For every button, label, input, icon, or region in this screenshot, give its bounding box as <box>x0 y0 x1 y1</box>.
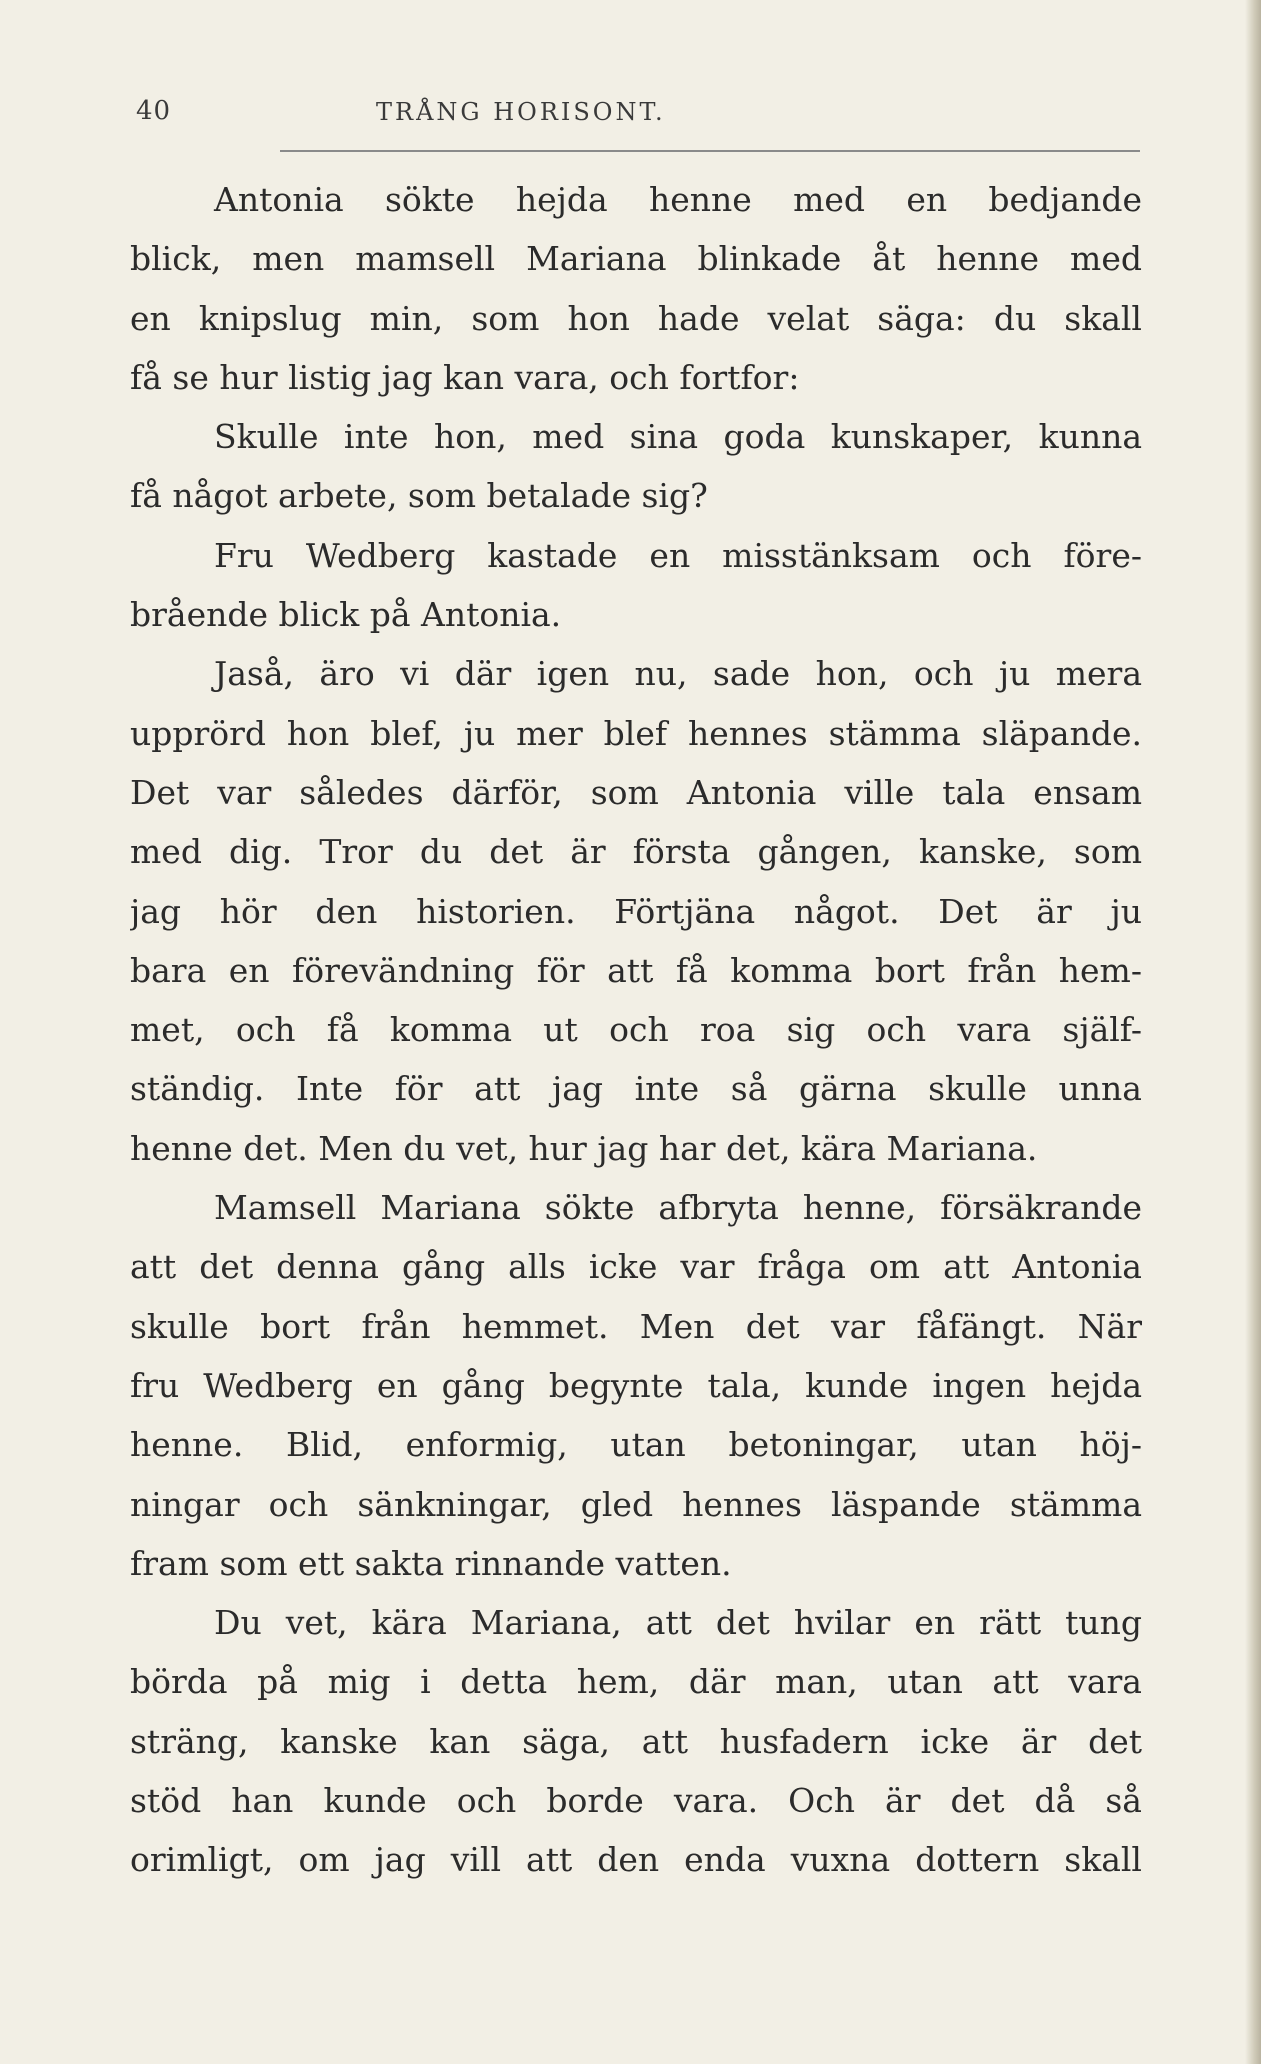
text-line: skulle bort från hemmet. Men det var fåfängt. När <box>130 1306 1142 1346</box>
text-line: henne. Blid, enformig, utan betoningar, utan höj- <box>130 1425 1142 1465</box>
text-line: börda på mig i detta hem, där man, utan att vara <box>130 1662 1142 1702</box>
text-line: få något arbete, som betalade sig? <box>130 476 708 516</box>
page-number: 40 <box>136 96 172 126</box>
text-line: stöd han kunde och borde vara. Och är det då så <box>130 1781 1142 1821</box>
page-edge-shadow <box>1245 0 1261 2064</box>
text-line: sträng, kanske kan säga, att husfadern icke är det <box>130 1721 1142 1761</box>
text-line: Jaså, äro vi där igen nu, sade hon, och ju mera <box>214 654 1142 694</box>
page-header <box>136 96 1142 136</box>
text-line: bara en förevändning för att få komma bort från hem- <box>130 950 1142 990</box>
text-line: Skulle inte hon, med sina goda kunskaper, kunna <box>214 417 1142 457</box>
text-line: henne det. Men du vet, hur jag har det, kära Mariana. <box>130 1128 1038 1168</box>
text-line: Antonia sökte hejda henne med en bedjande <box>214 180 1142 219</box>
text-line: ständig. Inte för att jag inte så gärna skulle unna <box>130 1069 1142 1109</box>
body-text <box>130 170 1142 1890</box>
text-line: fru Wedberg en gång begynte tala, kunde ingen hejda <box>130 1365 1142 1405</box>
text-line: jag hör den historien. Förtjäna något. Det är ju <box>130 891 1142 931</box>
text-line: med dig. Tror du det är första gången, kanske, som <box>130 832 1142 872</box>
text-line: Mamsell Mariana sökte afbryta henne, försäkrande <box>214 1188 1142 1228</box>
text-line: få se hur listig jag kan vara, och fortfor: <box>130 357 800 397</box>
text-line: att det denna gång alls icke var fråga om att Antonia <box>130 1247 1142 1287</box>
text-line: blick, men mamsell Mariana blinkade åt henne med <box>130 239 1142 279</box>
text-line: brående blick på Antonia. <box>130 595 562 635</box>
text-line: met, och få komma ut och roa sig och vara själf- <box>130 1010 1142 1050</box>
running-title: TRÅNG HORISONT. <box>376 98 666 126</box>
text-line: Du vet, kära Mariana, att det hvilar en rätt tung <box>214 1603 1142 1643</box>
text-line: Det var således därför, som Antonia ville tala ensam <box>130 772 1142 812</box>
text-line: Fru Wedberg kastade en misstänksam och före- <box>214 535 1142 575</box>
text-line: en knipslug min, som hon hade velat säga: du skall <box>130 298 1142 338</box>
text-line: fram som ett sakta rinnande vatten. <box>130 1543 732 1583</box>
text-line: orimligt, om jag vill att den enda vuxna dottern skall <box>130 1840 1142 1880</box>
header-rule <box>280 150 1140 152</box>
text-line: upprörd hon blef, ju mer blef hennes stämma släpande. <box>130 713 1142 753</box>
text-line: ningar och sänkningar, gled hennes läspande stämma <box>130 1484 1142 1524</box>
